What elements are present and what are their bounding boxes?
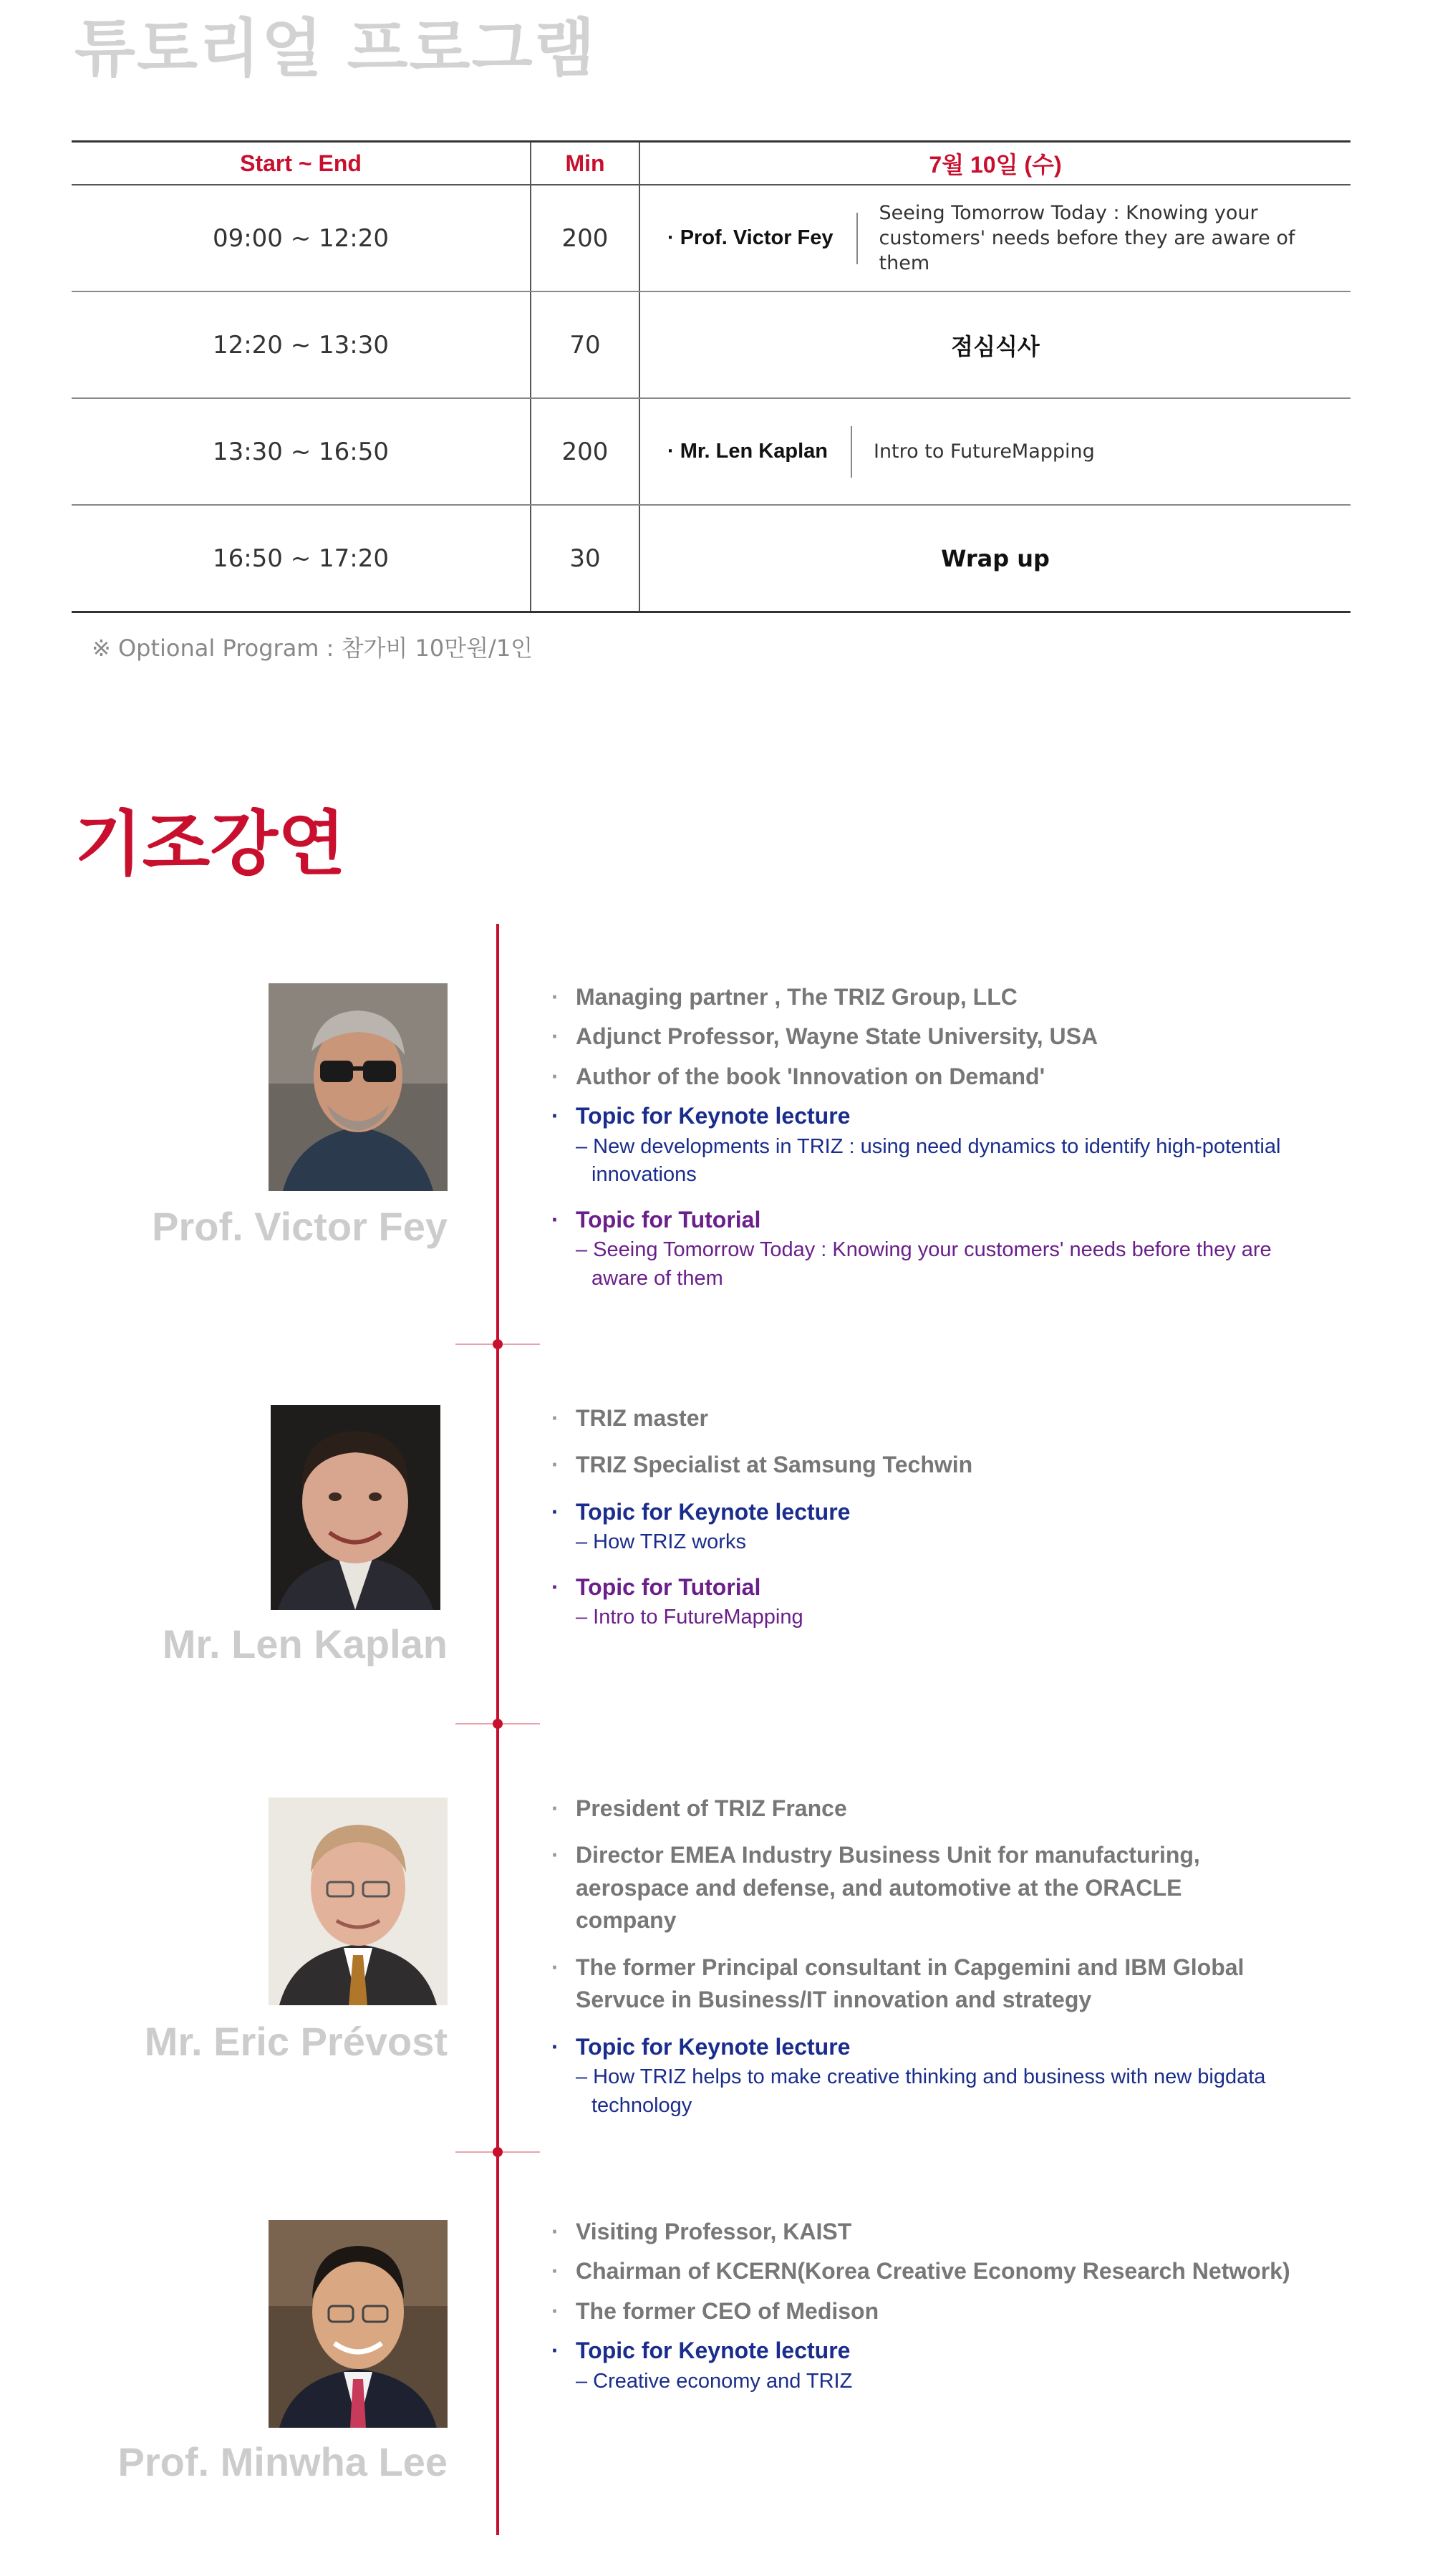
session-label: Wrap up (941, 544, 1050, 572)
timeline-line (496, 924, 499, 2535)
tutorial-title: 튜토리얼 프로그램 (74, 11, 596, 85)
bio-item: · TRIZ Specialist at Samsung Techwin (551, 1449, 1325, 1481)
keynote-topic-label: · Topic for Keynote lecture (551, 1496, 1325, 1528)
table-row (72, 398, 1351, 505)
header-time: Start ~ End (72, 142, 531, 185)
session-speaker: · Prof. Victor Fey (667, 226, 834, 249)
cell-time: 09:00 ~ 12:20 (72, 185, 531, 291)
cell-session (639, 505, 1351, 612)
table-header-row (72, 142, 1351, 185)
bio-item: · The former Principal consultant in Capgemini and IBM Global Servuce in Business/IT innovation and strategy (551, 1952, 1313, 2017)
bio-item: · Adjunct Professor, Wayne State University, USA (551, 1021, 1325, 1053)
bio-item: · Author of the book 'Innovation on Demand' (551, 1061, 1325, 1093)
speaker-photo-victor-fey (269, 983, 448, 1191)
speaker-name: Mr. Len Kaplan (162, 1621, 448, 1666)
session-topic: Seeing Tomorrow Today : Knowing your customers' needs before they are aware of them (879, 201, 1295, 275)
cell-time: 16:50 ~ 17:20 (212, 544, 390, 573)
keynote-topic-label: · Topic for Keynote lecture (551, 2031, 1325, 2063)
cell-min: 200 (531, 398, 639, 505)
schedule-table (72, 140, 1351, 613)
schedule-table-wrap (72, 140, 1351, 613)
timeline-dot (493, 1339, 503, 1349)
cell-min: 70 (531, 291, 639, 398)
optional-program-note: ※ Optional Program : 참가비 10만원/1인 (92, 635, 533, 662)
keynote-topic-label: · Topic for Keynote lecture (551, 2335, 1325, 2367)
cell-time: 13:30 ~ 16:50 (72, 398, 531, 505)
session-speaker: · Mr. Len Kaplan (667, 440, 828, 463)
cell-min: 30 (531, 505, 639, 612)
keynote-topic-label: · Topic for Keynote lecture (551, 1100, 1325, 1132)
keynote-topic: – How TRIZ helps to make creative thinking and business with new bigdata technology (576, 2065, 1266, 2117)
tutorial-topic-label: · Topic for Tutorial (551, 1571, 1325, 1603)
cell-session (639, 291, 1351, 398)
session-label: 점심식사 (951, 332, 1040, 360)
speaker-photo-eric-prevost (269, 1798, 448, 2005)
tutorial-topic: – Intro to FutureMapping (576, 1606, 803, 1629)
speaker-photo-len-kaplan (271, 1405, 440, 1610)
bio-item: · The former CEO of Medison (551, 2295, 1325, 2327)
speaker-bio (551, 1402, 1325, 1632)
table-row (72, 505, 1351, 612)
keynote-topic: – New developments in TRIZ : using need dynamics to identify high-potential innovations (576, 1134, 1281, 1187)
session-topic: Intro to FutureMapping (873, 440, 1095, 463)
bio-item: · President of TRIZ France (551, 1793, 1325, 1825)
bio-item: · Managing partner , The TRIZ Group, LLC (551, 981, 1325, 1013)
speaker-name: Mr. Eric Prévost (144, 2019, 448, 2064)
speaker-name: Prof. Victor Fey (152, 1204, 448, 1249)
cell-session (639, 185, 1351, 291)
timeline-dot (493, 2147, 503, 2157)
cell-session (639, 398, 1351, 505)
divider (856, 213, 858, 264)
tutorial-topic-label: · Topic for Tutorial (551, 1204, 1325, 1236)
cell-min: 200 (531, 185, 639, 291)
header-min: Min (531, 142, 639, 185)
keynote-topic: – Creative economy and TRIZ (576, 2369, 853, 2393)
bio-item: · Chairman of KCERN(Korea Creative Economy Research Network) (551, 2255, 1325, 2287)
speaker-photo-minwha-lee (269, 2220, 448, 2428)
bio-item: · Visiting Professor, KAIST (551, 2216, 1325, 2248)
table-row (72, 291, 1351, 398)
bio-item: · TRIZ master (551, 1402, 1325, 1434)
keynote-topic: – How TRIZ works (576, 1530, 746, 1554)
speaker-bio (551, 2216, 1325, 2396)
cell-time: 12:20 ~ 13:30 (72, 291, 531, 398)
header-date: 7월 10일 (수) (639, 142, 1351, 185)
speaker-name: Prof. Minwha Lee (117, 2439, 448, 2484)
speaker-bio (551, 981, 1325, 1293)
bio-item: · Director EMEA Industry Business Unit for manufacturing, aerospace and defense, and automotive at the ORACLE company (551, 1839, 1263, 1936)
divider (851, 426, 852, 478)
timeline-dot (493, 1719, 503, 1729)
keynote-title: 기조강연 (74, 804, 346, 885)
table-row (72, 185, 1351, 291)
tutorial-topic: – Seeing Tomorrow Today : Knowing your customers' needs before they are aware of them (576, 1238, 1272, 1290)
speaker-bio (551, 1793, 1325, 2120)
